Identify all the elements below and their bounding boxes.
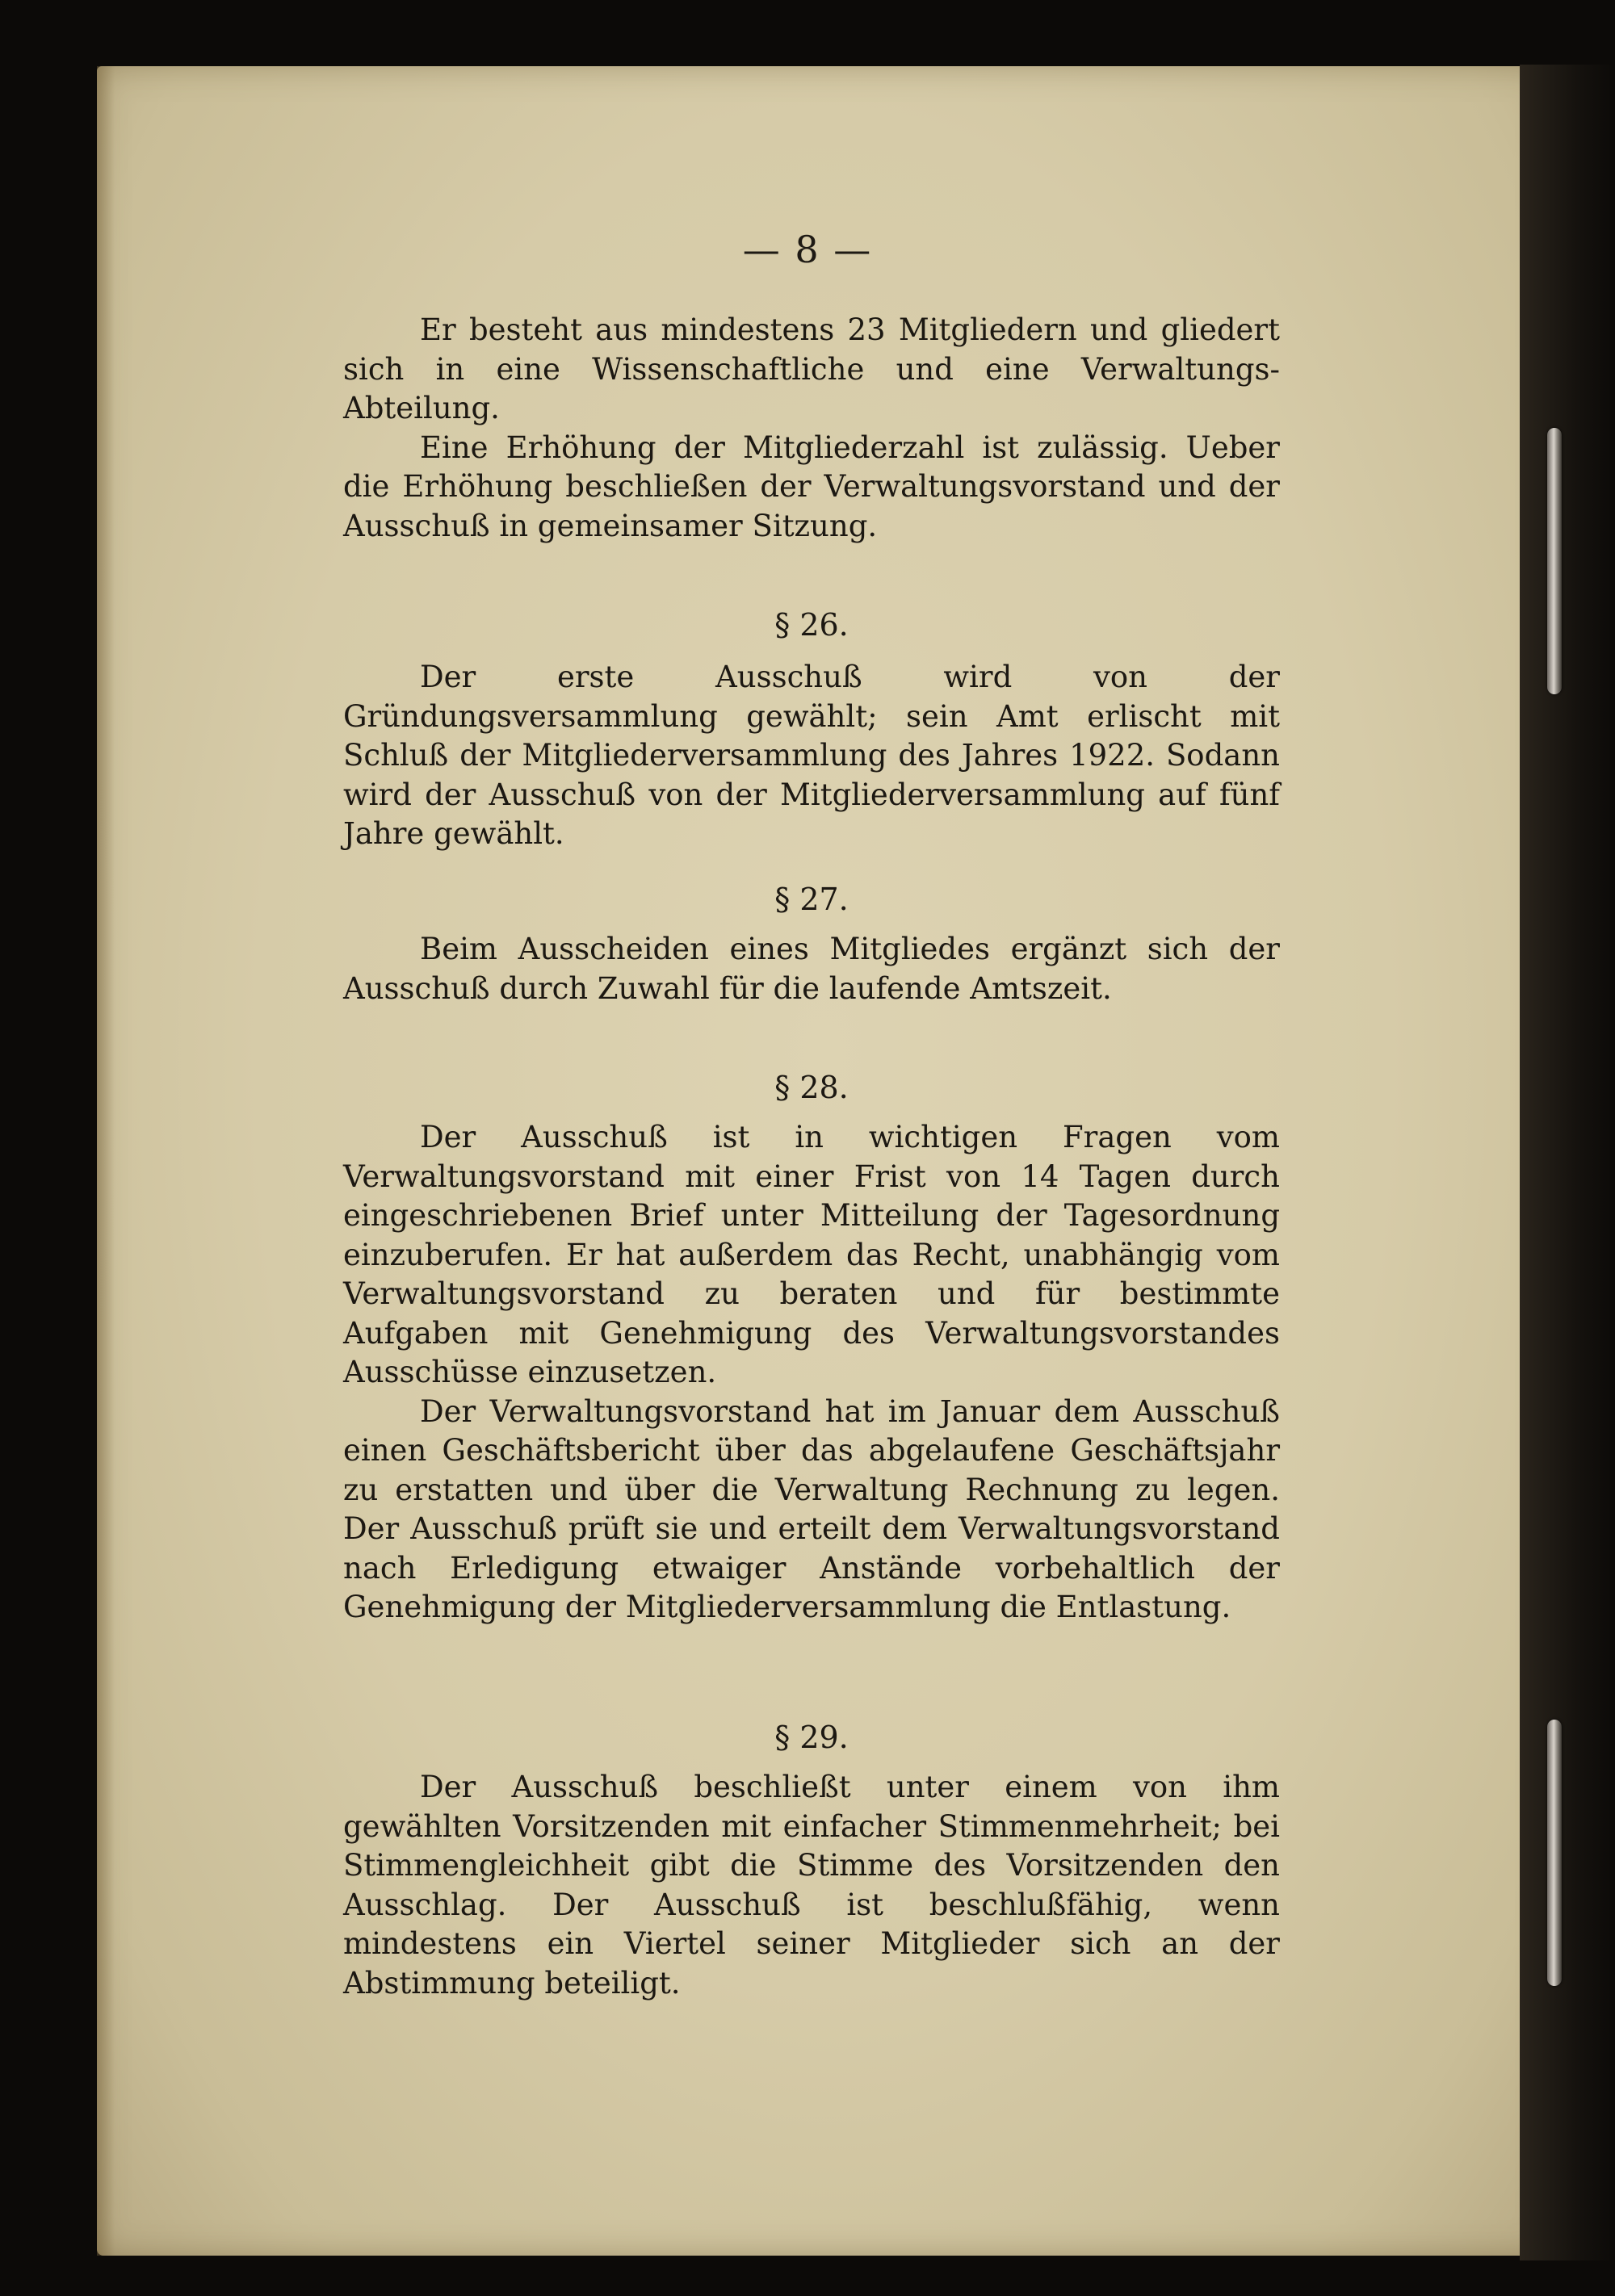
section-body [343,930,1280,1008]
section-paragraph: Der Ausschuß ist in wichtigen Fragen vom Verwaltungsvorstand mit einer Frist von 14 Tagen durch eingeschriebenen Brief unter Mitteilung der Tagesordnung einzuberufen. Er hat außerdem das Recht, unabhängig vom Verwaltungsvorstand zu beraten und für bestimmte Aufgaben mit Genehmigung des Verwaltungsvorstandes Ausschüsse einzusetzen. [343,1120,1280,1389]
section-heading: § 26. [774,607,849,643]
binding-staple-bottom [1547,1720,1562,1986]
section-paragraph: Der Verwaltungsvorstand hat im Januar dem Ausschuß einen Geschäftsbericht über das abgelaufene Geschäftsjahr zu erstatten und über die Verwaltung Rechnung zu legen. Der Ausschuß prüft sie und erteilt dem Verwaltungsvorstand nach Erledigung etwaiger Anstände vorbehaltlich der Genehmigung der Mitgliederversammlung die Entlastung. [343,1393,1280,1624]
section-body [343,1768,1280,2003]
section-heading: § 28. [774,1070,849,1105]
intro-paragraph: Eine Erhöhung der Mitgliederzahl ist zulässig. Ueber die Erhöhung beschließen der Verwaltungsvorstand und der Ausschuß in gemeinsamer Sitzung. [343,429,1280,543]
section-heading: § 27. [774,882,849,917]
section-paragraph: Der erste Ausschuß wird von der Gründungsversammlung gewählt; sein Amt erlischt mit Schluß der Mitgliederversammlung des Jahres 1922. Sodann wird der Ausschuß von der Mitgliederversammlung auf fünf Jahre gewählt. [343,660,1280,851]
section-paragraph: Beim Ausscheiden eines Mitgliedes ergänzt sich der Ausschuß durch Zuwahl für die laufende Amtszeit. [343,932,1280,1006]
page-number: — 8 — [742,228,873,271]
section-body [343,658,1280,854]
intro-text [343,311,1280,546]
section-heading: § 29. [774,1720,849,1755]
binding-staple-top [1547,428,1562,694]
section-body [343,1118,1280,1628]
section-paragraph: Der Ausschuß beschließt unter einem von ihm gewählten Vorsitzenden mit einfacher Stimmenmehrheit; bei Stimmengleichheit gibt die Stimme des Vorsitzenden den Ausschlag. Der Ausschuß ist beschlußfähig, wenn mindestens ein Viertel seiner Mitglieder sich an der Abstimmung beteiligt. [343,1770,1280,2001]
book-binding [1520,65,1615,2260]
intro-paragraph: Er besteht aus mindestens 23 Mitgliedern und gliedert sich in eine Wissenschaftliche und eine Verwaltungs-Abteilung. [343,312,1280,425]
